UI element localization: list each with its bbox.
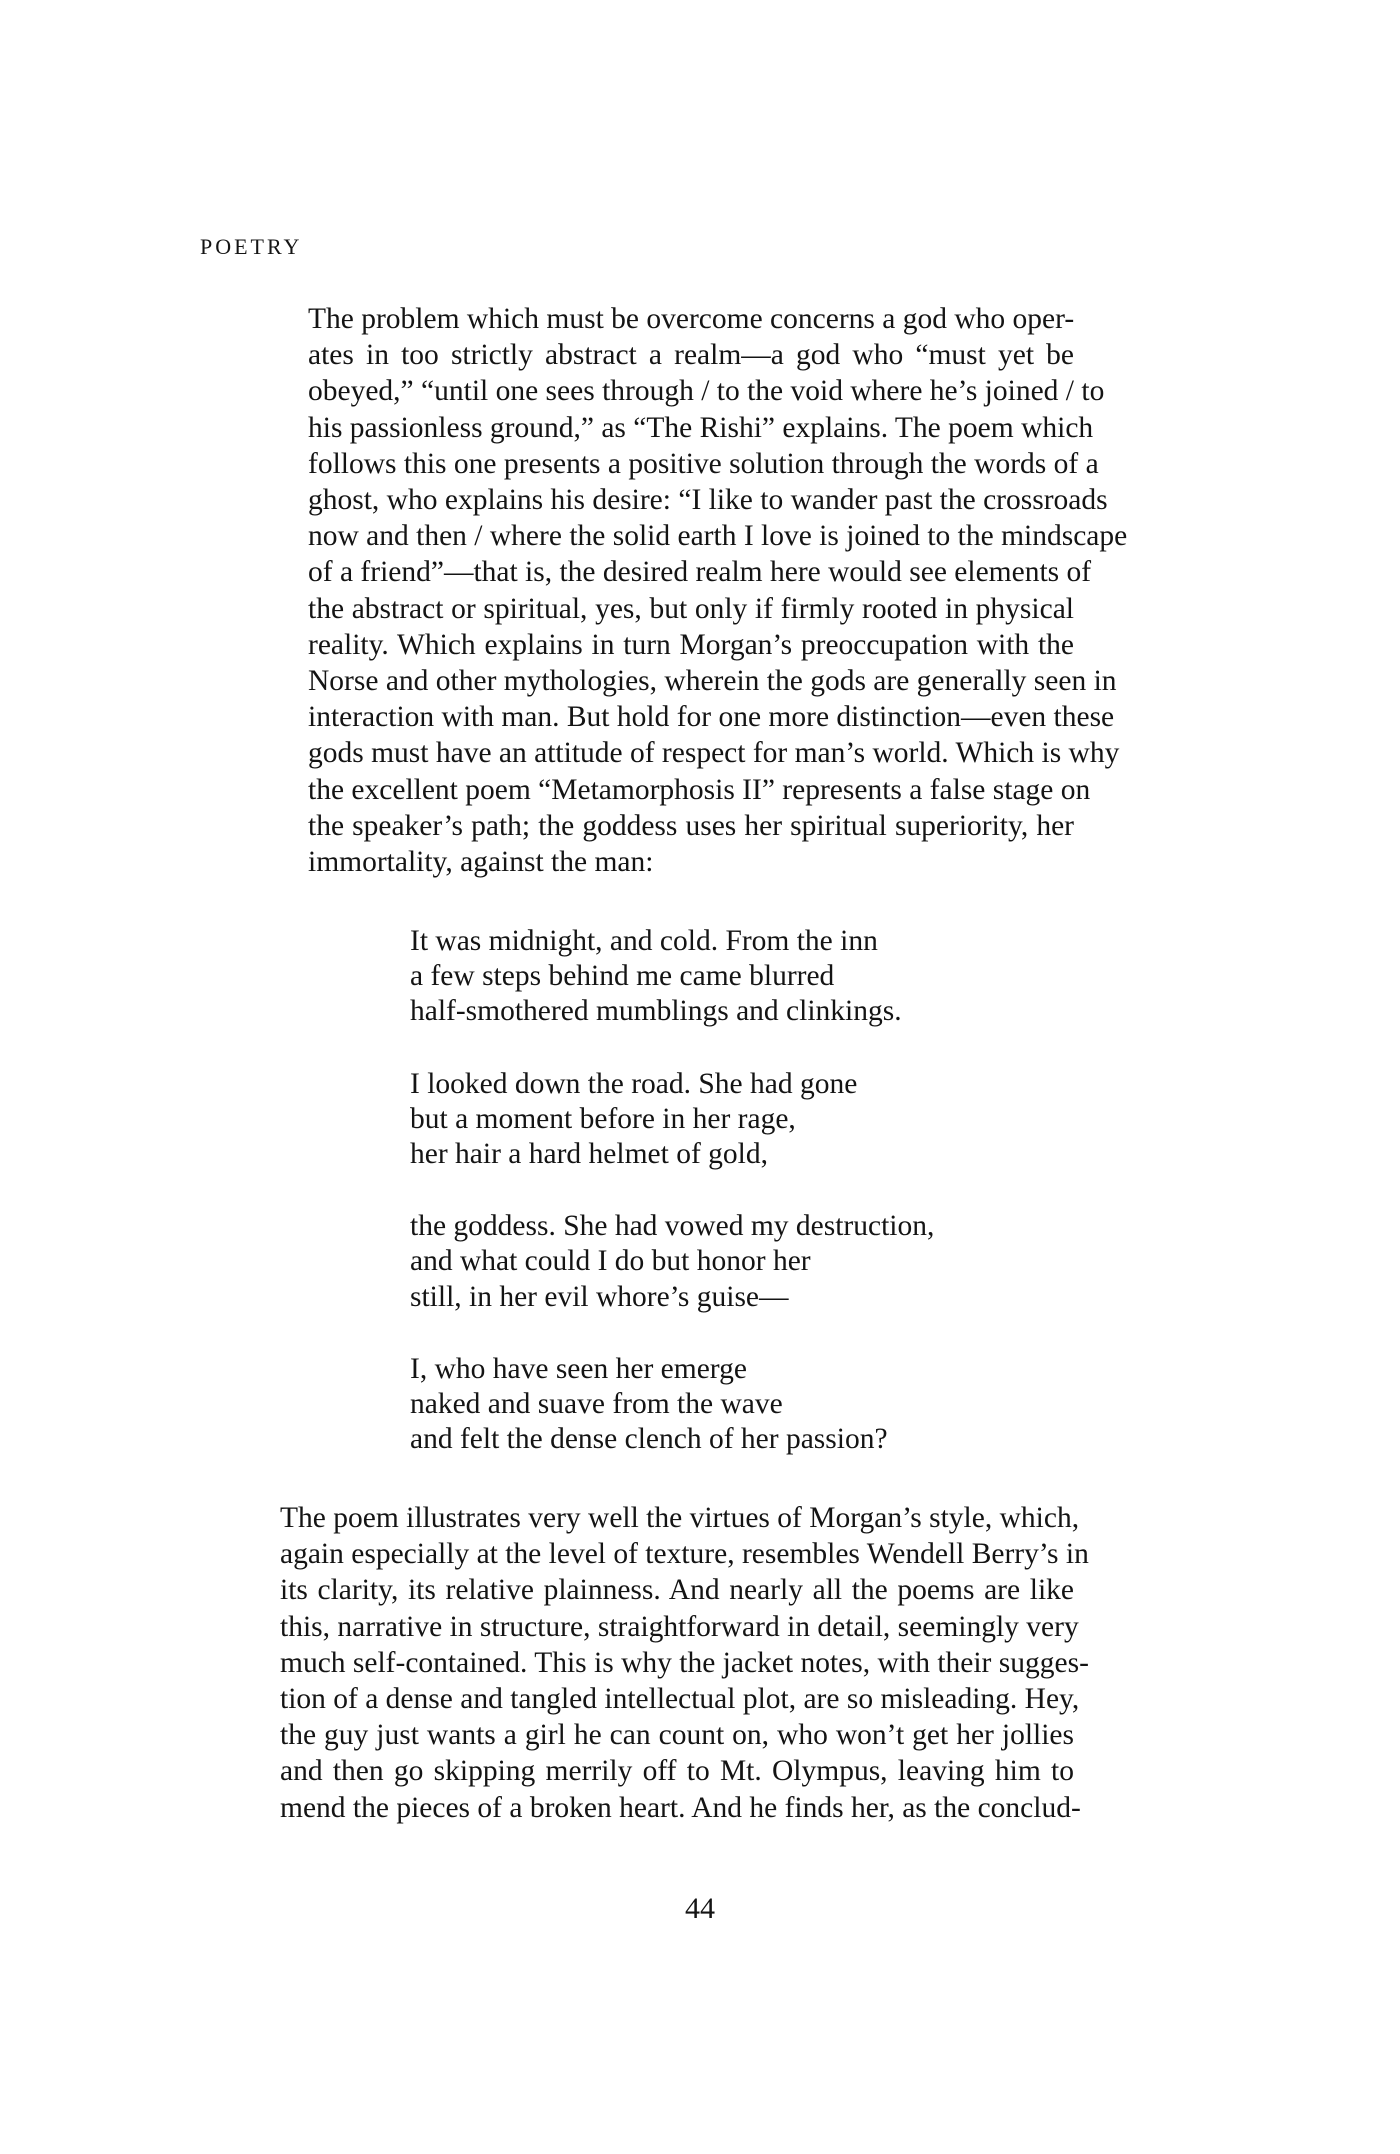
poem-line: and felt the dense clench of her passion? xyxy=(410,1423,888,1456)
page-number: 44 xyxy=(685,1892,715,1925)
body-paragraph-1 xyxy=(308,301,1128,880)
poem-quotation xyxy=(410,924,934,1494)
paragraph-line: and then go skipping merrily off to Mt. Olympus, leaving him to xyxy=(280,1755,1074,1788)
poem-stanza-1 xyxy=(410,924,934,1030)
paragraph-line: again especially at the level of texture, resembles Wendell Berry’s in xyxy=(280,1538,1089,1571)
paragraph-line: this, narrative in structure, straightforward in detail, seemingly very xyxy=(280,1610,1079,1643)
poem-stanza-3 xyxy=(410,1209,934,1315)
paragraph-line: the speaker’s path; the goddess uses her spiritual superiority, her xyxy=(308,809,1074,842)
running-head: POETRY xyxy=(200,234,303,259)
paragraph-line: ghost, who explains his desire: “I like to wander past the crossroads xyxy=(308,484,1108,517)
poem-line: I, who have seen her emerge xyxy=(410,1352,747,1385)
paragraph-line: the excellent poem “Metamorphosis II” represents a false stage on xyxy=(308,773,1091,806)
poem-line: her hair a hard helmet of gold, xyxy=(410,1138,768,1171)
paragraph-line: his passionless ground,” as “The Rishi” explains. The poem which xyxy=(308,411,1094,444)
poem-stanza-4 xyxy=(410,1352,934,1458)
paragraph-line: its clarity, its relative plainness. And nearly all the poems are like xyxy=(280,1574,1074,1607)
poem-line: It was midnight, and cold. From the inn xyxy=(410,925,878,957)
poem-line: naked and suave from the wave xyxy=(410,1388,783,1421)
poem-line: the goddess. She had vowed my destruction, xyxy=(410,1210,935,1243)
body-paragraph-2 xyxy=(280,1500,1089,1826)
poem-line: and what could I do but honor her xyxy=(410,1245,811,1278)
paragraph-line: gods must have an attitude of respect for man’s world. Which is why xyxy=(308,737,1120,770)
paragraph-line: ates in too strictly abstract a realm—a god who “must yet be xyxy=(308,339,1074,372)
poem-line: a few steps behind me came blurred xyxy=(410,960,835,993)
poem-stanza-2 xyxy=(410,1067,934,1173)
paragraph-line: obeyed,” “until one sees through / to the void where he’s joined / to xyxy=(308,375,1105,408)
paragraph-line: follows this one presents a positive solution through the words of a xyxy=(308,447,1099,480)
poem-line: but a moment before in her rage, xyxy=(410,1102,796,1135)
paragraph-line: the abstract or spiritual, yes, but only if firmly rooted in physical xyxy=(308,592,1074,625)
poem-line: I looked down the road. She had gone xyxy=(410,1067,858,1100)
paragraph-line: the guy just wants a girl he can count on, who won’t get her jollies xyxy=(280,1719,1074,1752)
paragraph-line: The poem illustrates very well the virtues of Morgan’s style, which, xyxy=(280,1502,1080,1534)
paragraph-line: much self-contained. This is why the jacket notes, with their sugges- xyxy=(280,1646,1089,1679)
paragraph-line: Norse and other mythologies, wherein the gods are generally seen in xyxy=(308,665,1117,698)
paragraph-line: mend the pieces of a broken heart. And he finds her, as the conclud- xyxy=(280,1791,1081,1824)
paragraph-line: interaction with man. But hold for one more distinction—even these xyxy=(308,701,1115,734)
poem-line: half-smothered mumblings and clinkings. xyxy=(410,995,902,1028)
paragraph-line: reality. Which explains in turn Morgan’s preoccupation with the xyxy=(308,628,1074,661)
paragraph-line: of a friend”—that is, the desired realm here would see elements of xyxy=(308,556,1092,589)
paragraph-line: immortality, against the man: xyxy=(308,846,654,879)
paragraph-line: tion of a dense and tangled intellectual plot, are so misleading. Hey, xyxy=(280,1683,1080,1716)
paragraph-line: The problem which must be overcome concerns a god who oper- xyxy=(308,303,1075,335)
poem-line: still, in her evil whore’s guise— xyxy=(410,1280,789,1313)
paragraph-line: now and then / where the solid earth I love is joined to the mindscape xyxy=(308,520,1128,553)
